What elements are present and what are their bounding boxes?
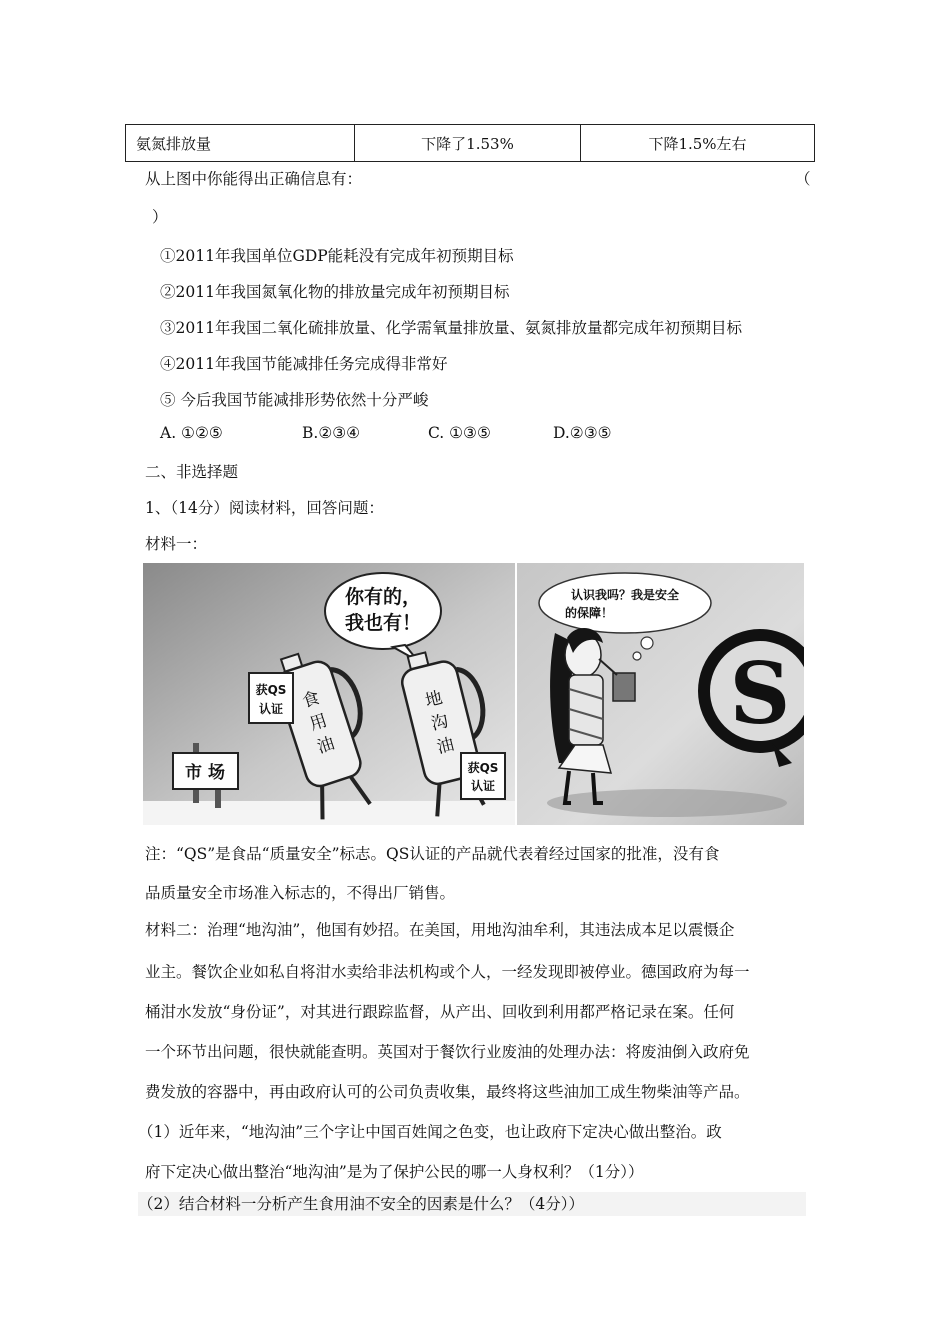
option-2: ②2011年我国氮氧化物的排放量完成年初预期目标 (160, 283, 510, 301)
speech-line-2: 我也有！ (344, 612, 422, 634)
thought-line-1: 认识我吗？我是安全 (570, 588, 680, 602)
bottle1-char-3: 油 (314, 733, 338, 758)
material-2-line-1: 材料二：治理“地沟油”，他国有妙招。在美国，用地沟油牟利，其违法成本足以震慑企 (145, 921, 735, 939)
note-line-2: 品质量安全市场准入标志的，不得出厂销售。 (145, 884, 456, 902)
cartoon-qs-safety-drawing (517, 563, 804, 825)
bottle2-char-3: 油 (434, 734, 457, 759)
option-5: ⑤ 今后我国节能减排形势依然十分严峻 (160, 391, 429, 409)
material-2-line-5: 费发放的容器中，再由政府认可的公司负责收集，最终将这些油加工成生物柴油等产品。 (145, 1083, 750, 1101)
bottle1-char-1: 食 (299, 687, 323, 713)
speech-line-1: 你有的， (344, 586, 422, 608)
cartoon-qs-safety (517, 563, 804, 825)
data-table (125, 124, 815, 162)
cartoon-gutter-oil (143, 563, 515, 825)
choice-b: B.②③④ (302, 424, 361, 442)
material-2-line-3: 桶泔水发放“身份证”，对其进行跟踪监督，从产出、回收到利用都严格记录在案。任何 (145, 1003, 735, 1021)
table-row (126, 125, 815, 162)
option-3: ③2011年我国二氧化硫排放量、化学需氧量排放量、氨氮排放量都完成年初预期目标 (160, 319, 742, 337)
cert1-line-2: 认证 (258, 702, 284, 716)
qs-logo-letter: S (729, 644, 791, 743)
option-1: ①2011年我国单位GDP能耗没有完成年初预期目标 (160, 247, 514, 265)
answer-paren-close: ） (152, 208, 168, 226)
market-sign: 市 场 (185, 763, 225, 783)
question-stem: 从上图中你能得出正确信息有： (145, 170, 363, 188)
choice-a: A. ①②⑤ (160, 424, 223, 442)
question-1-1-line-1: （1）近年来，“地沟油”三个字让中国百姓闻之色变，也让政府下定决心做出整治。政 (138, 1123, 722, 1141)
answer-paren-open: （ (795, 170, 811, 188)
thought-line-2: 的保障！ (564, 606, 614, 620)
cert1-line-1: 获QS (255, 683, 287, 697)
material-1-label: 材料一： (145, 535, 208, 553)
option-4: ④2011年我国节能减排任务完成得非常好 (160, 355, 448, 373)
table-cell: 氨氮排放量 (126, 125, 355, 162)
bottle2-char-2: 沟 (429, 711, 451, 735)
choice-d: D.②③⑤ (553, 424, 612, 442)
question-1-1-line-2: 府下定决心做出整治“地沟油”是为了保护公民的哪一人身权利？（1分）） (145, 1163, 644, 1181)
question-1-title: 1、（14分）阅读材料，回答问题： (145, 499, 384, 517)
cert2-line-1: 获QS (467, 761, 499, 775)
note-line-1: 注：“QS”是食品“质量安全”标志。QS认证的产品就代表着经过国家的批准，没有食 (145, 845, 720, 863)
table-cell: 下降了1.53% (355, 125, 581, 162)
cert2-line-2: 认证 (470, 779, 496, 793)
question-1-2: （2）结合材料一分析产生食用油不安全的因素是什么？（4分）） (138, 1192, 806, 1216)
section-title: 二、非选择题 (145, 463, 239, 481)
choice-c: C. ①③⑤ (428, 424, 491, 442)
bottle1-char-2: 用 (307, 710, 330, 736)
material-2-line-2: 业主。餐饮企业如私自将泔水卖给非法机构或个人，一经发现即被停业。德国政府为每一 (145, 963, 750, 981)
material-2-line-4: 一个环节出问题，很快就能查明。英国对于餐饮行业废油的处理办法：将废油倒入政府免 (145, 1043, 750, 1061)
table-cell: 下降1.5%左右 (581, 125, 815, 162)
bottle2-char-1: 地 (423, 687, 445, 712)
cartoon-gutter-oil-drawing (143, 563, 515, 825)
